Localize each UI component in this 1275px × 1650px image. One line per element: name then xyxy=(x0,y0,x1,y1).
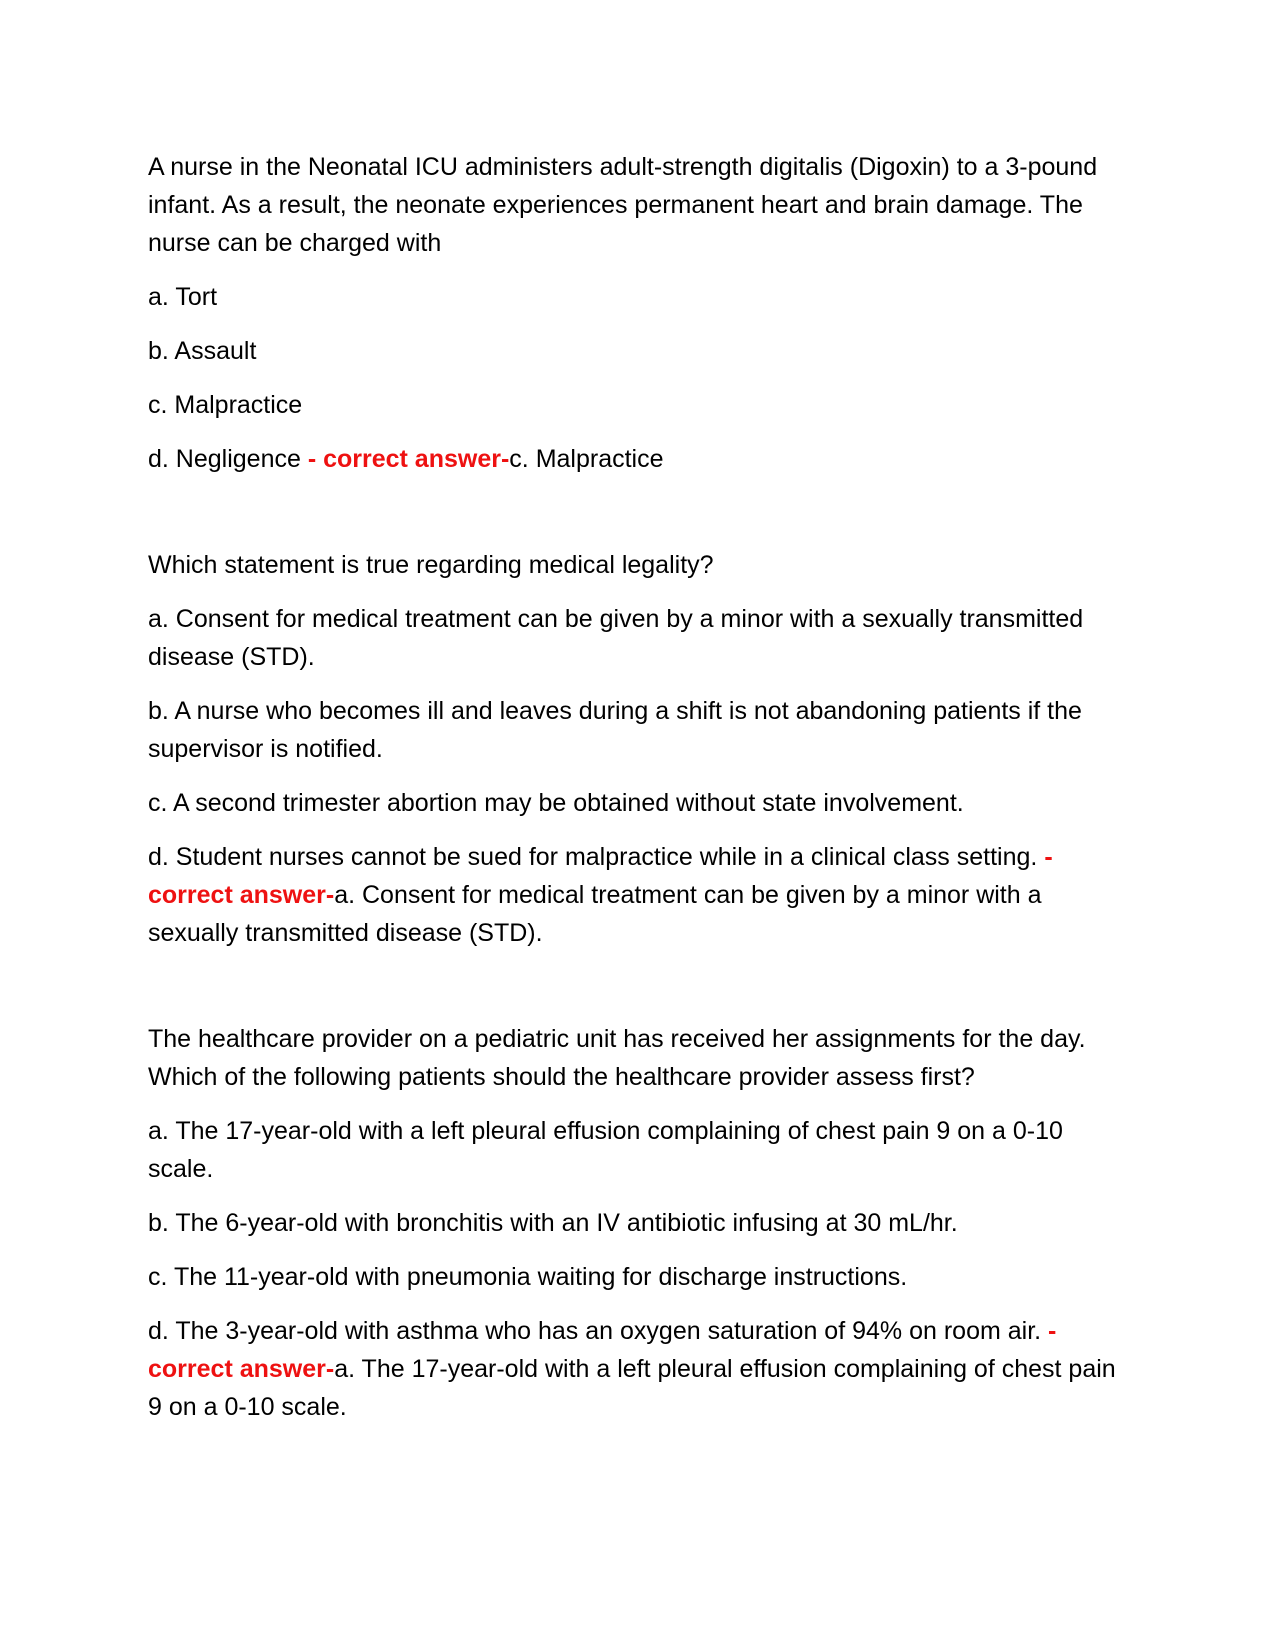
answer-option: a. The 17-year-old with a left pleural effusion complaining of chest pain 9 on a 0-10 scale. xyxy=(148,1117,1063,1183)
correct-answer: a. Consent for medical treatment can be given by a minor with a sexually transmitted disease (STD). xyxy=(148,881,1042,947)
answer-option: c. The 11-year-old with pneumonia waiting for discharge instructions. xyxy=(148,1263,908,1291)
correct-answer: a. The 17-year-old with a left pleural effusion complaining of chest pain 9 on a 0-10 scale. xyxy=(148,1355,1116,1421)
answer-option: d. The 3-year-old with asthma who has an oxygen saturation of 94% on room air. xyxy=(148,1317,1049,1345)
question-block xyxy=(148,1020,1128,1426)
correct-answer-marker: - correct answer- xyxy=(148,843,1053,909)
question-text: Which statement is true regarding medical legality? xyxy=(148,551,714,579)
correct-answer-marker: - correct answer- xyxy=(148,1317,1057,1383)
answer-option-with-answer xyxy=(148,838,1128,952)
question-list xyxy=(148,148,1128,1426)
answer-option: d. Negligence xyxy=(148,445,308,473)
answer-option: d. Student nurses cannot be sued for malpractice while in a clinical class setting. xyxy=(148,843,1045,871)
question-block xyxy=(148,546,1128,952)
correct-answer-marker: - correct answer- xyxy=(307,445,510,473)
answer-option: b. The 6-year-old with bronchitis with an IV antibiotic infusing at 30 mL/hr. xyxy=(148,1209,958,1237)
question-text: The healthcare provider on a pediatric unit has received her assignments for the day. Which of the following patients should the healthcare provider assess first? xyxy=(148,1025,1086,1091)
answer-option-with-answer xyxy=(148,440,1128,478)
answer-option: c. A second trimester abortion may be obtained without state involvement. xyxy=(148,789,964,817)
answer-option: a. Tort xyxy=(148,283,218,311)
answer-option: c. Malpractice xyxy=(148,391,303,419)
question-text: A nurse in the Neonatal ICU administers adult-strength digitalis (Digoxin) to a 3-pound infant. As a result, the neonate experiences permanent heart and brain damage. The nurse can be charged with xyxy=(148,153,1098,257)
answer-option: b. Assault xyxy=(148,337,257,365)
answer-option: b. A nurse who becomes ill and leaves during a shift is not abandoning patients if the supervisor is notified. xyxy=(148,697,1082,763)
answer-option-with-answer xyxy=(148,1312,1128,1426)
answer-option: a. Consent for medical treatment can be given by a minor with a sexually transmitted disease (STD). xyxy=(148,605,1084,671)
question-block xyxy=(148,148,1128,478)
correct-answer: c. Malpractice xyxy=(509,445,664,473)
